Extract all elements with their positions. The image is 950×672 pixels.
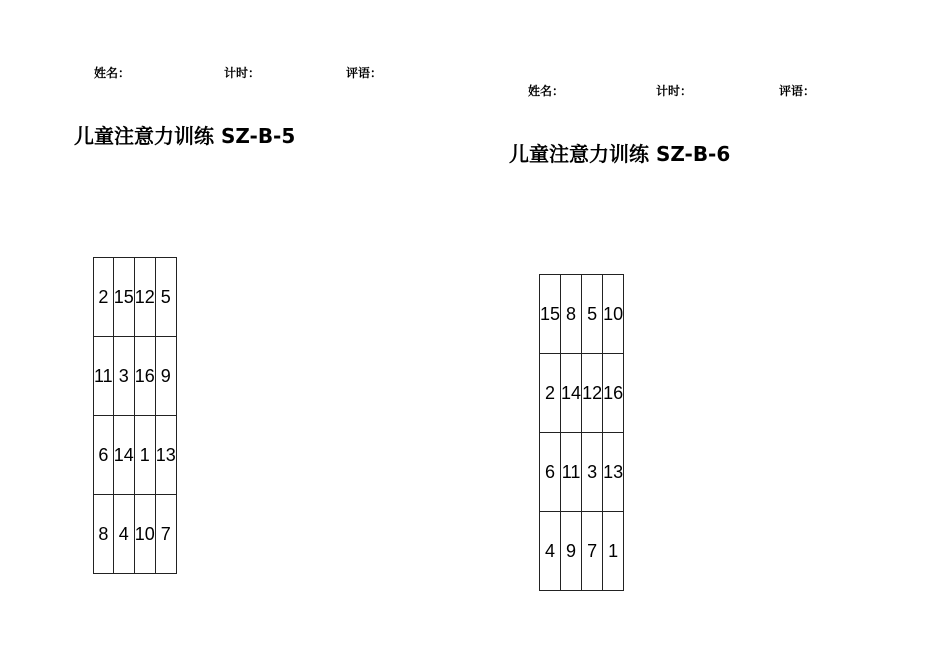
- grid-cell: 11: [94, 337, 114, 416]
- grid-cell: 13: [603, 433, 624, 512]
- grid-cell: 15: [540, 275, 561, 354]
- timer-field-label: 计时：: [656, 84, 693, 98]
- name-field-label: 姓名：: [94, 66, 131, 80]
- grid-cell: 4: [113, 495, 134, 574]
- grid-cell: 14: [561, 354, 582, 433]
- grid-cell: 11: [561, 433, 582, 512]
- grid-row: [94, 258, 177, 337]
- grid-row: [540, 433, 624, 512]
- timer-field-label: 计时：: [224, 66, 261, 80]
- worksheet-title: 儿童注意力训练 SZ-B-6: [509, 142, 731, 166]
- grid-cell: 6: [94, 416, 114, 495]
- grid-cell: 1: [134, 416, 155, 495]
- grid-cell: 4: [540, 512, 561, 591]
- number-grid: [539, 274, 624, 591]
- grid-cell: 10: [603, 275, 624, 354]
- grid-cell: 10: [134, 495, 155, 574]
- worksheet-title: 儿童注意力训练 SZ-B-5: [74, 124, 296, 148]
- grid-row: [94, 337, 177, 416]
- grid-cell: 7: [582, 512, 603, 591]
- comment-field-label: 评语：: [779, 84, 816, 98]
- grid-row: [94, 495, 177, 574]
- grid-cell: 1: [603, 512, 624, 591]
- grid-row: [540, 354, 624, 433]
- grid-cell: 2: [540, 354, 561, 433]
- grid-cell: 5: [582, 275, 603, 354]
- grid-cell: 2: [94, 258, 114, 337]
- comment-field-label: 评语：: [346, 66, 383, 80]
- grid-cell: 9: [561, 512, 582, 591]
- grid-row: [540, 275, 624, 354]
- number-grid: [93, 257, 177, 574]
- grid-cell: 5: [155, 258, 176, 337]
- grid-row: [540, 512, 624, 591]
- grid-cell: 14: [113, 416, 134, 495]
- name-field-label: 姓名：: [528, 84, 565, 98]
- grid-cell: 15: [113, 258, 134, 337]
- grid-cell: 16: [134, 337, 155, 416]
- grid-cell: 9: [155, 337, 176, 416]
- grid-cell: 16: [603, 354, 624, 433]
- grid-cell: 3: [113, 337, 134, 416]
- grid-cell: 8: [561, 275, 582, 354]
- grid-cell: 8: [94, 495, 114, 574]
- grid-cell: 6: [540, 433, 561, 512]
- grid-cell: 13: [155, 416, 176, 495]
- grid-row: [94, 416, 177, 495]
- grid-cell: 3: [582, 433, 603, 512]
- grid-cell: 12: [134, 258, 155, 337]
- grid-cell: 12: [582, 354, 603, 433]
- grid-cell: 7: [155, 495, 176, 574]
